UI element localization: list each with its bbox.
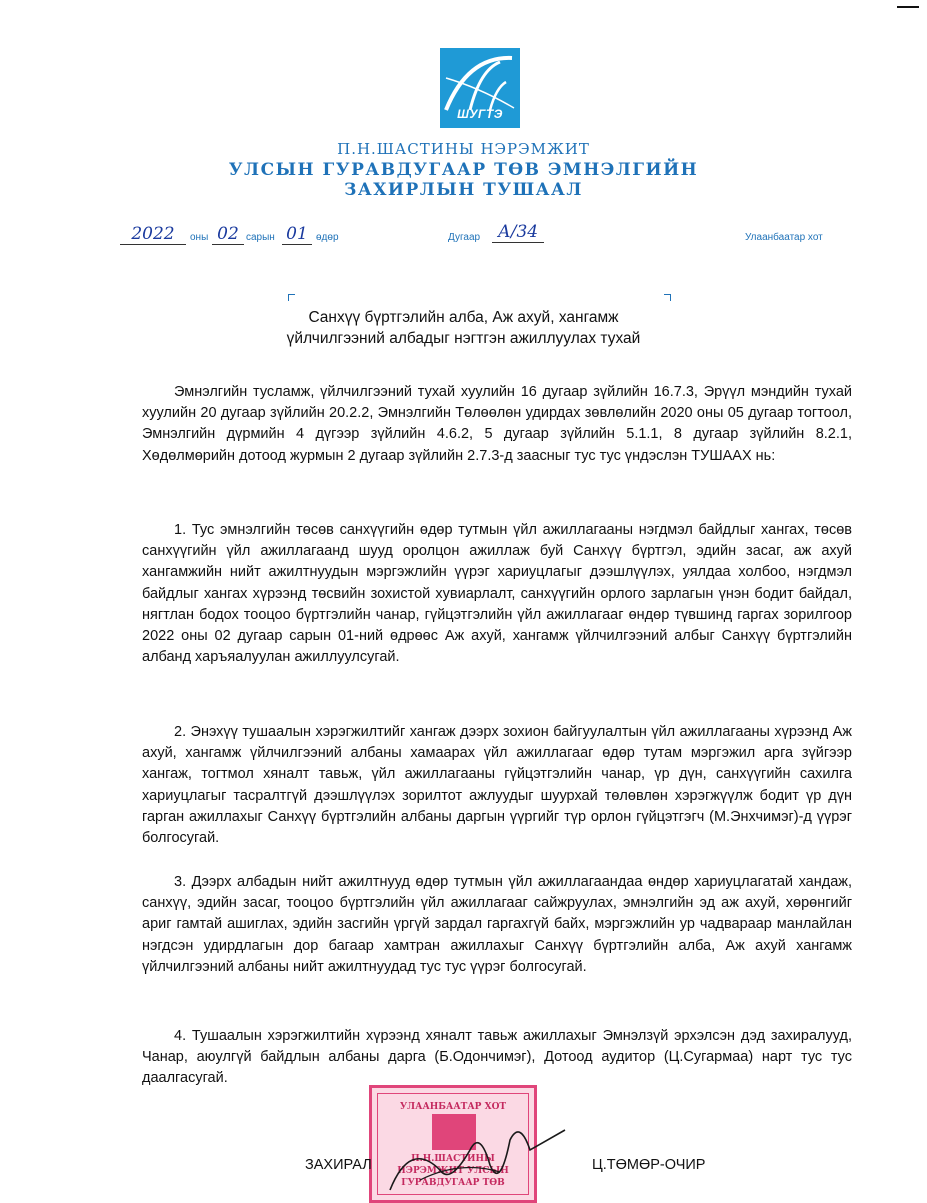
order-item-2: 2. Энэхүү тушаалын хэрэгжилтийг хангаж дээрх зохион байгуулалтын үйл ажиллагааны хүрээнд Аж ахуй, хангамж үйлчилгээний албаны хамаарах үйл ажиллагааг өдөр тутам мэргэжил арга зүйгээр хангаж, тогтмол хяналт тавьж, үйл ажиллагааны гүйцэтгэлийн чанар, үр дүн, санхүүгийн сахилга хариуцлагыг тасралтгүй дээшлүүлэх зорилтот ажлуудыг шуурхай төлөвлөн хэрэгжүүлж бодит үр дүн гарган ажиллахыг Санхүү бүртгэлийн албаны даргын үүргийг түр орлон гүйцэтгэгч (М.Энхчимэг)-д үүрэг болгосугай. [142,724,852,847]
hospital-logo [440,48,520,128]
date-month: 02 [212,224,244,245]
document-title-line1: Санхүү бүртгэлийн алба, Аж ахуй, хангамж [308,309,619,326]
date-day: 01 [282,224,312,245]
title-bracket-right [664,294,671,301]
order-number-label: Дугаар [448,232,481,243]
order-item-4: 4. Тушаалын хэрэгжилтийн хүрээнд хяналт тавьж ажиллахыг Эмнэлзүй эрхэлсэн дэд захиралууд, Чанар, аюулгүй байдлын албаны дарга (Б.Одончимэг), Дотоод аудитор (Ц.Сугармаа) нарт тус тус даалгасугай. [142,1028,852,1087]
date-month-label: сарын [246,232,275,243]
stamp-line3: ГУРАВДУГААР ТӨВ [401,1178,505,1188]
signatory-position: ЗАХИРАЛ [305,1157,372,1173]
header-organization: УЛСЫН ГУРАВДУГААР ТӨВ ЭМНЭЛГИЙН [228,160,699,180]
corner-scan-mark [897,6,919,8]
date-year: 2022 [120,224,186,245]
header-subtitle: П.Н.ШАСТИНЫ НЭРЭМЖИТ [337,140,590,158]
stamp-top-text: УЛААНБААТАР ХОТ [399,1102,507,1112]
title-bracket-left [288,294,295,301]
stamp-line1: П.Н.ШАСТИНЫ [411,1154,495,1164]
order-number: А/34 [492,222,544,243]
preamble-paragraph: Эмнэлгийн тусламж, үйлчилгээний тухай хуулийн 16 дугаар зүйлийн 16.7.3, Эрүүл мэндийн тухай хуулийн 20 дугаар зүйлийн 20.2.2, Эмнэлгийн Төлөөлөн удирдах зөвлөлийн 2020 оны 05 дугаар тогтоол, Эмнэлгийн дүрмийн 4 дүгээр зүйлийн 4.6.2, 5 дугаар зүйлийн 5.1.1, 8 дугаар зүйлийн 8.2.1, Хөдөлмөрийн дотоод журмын 2 дугаар зүйлийн 2.7.3-д заасныг тус тус үндэслэн ТУШААХ нь: [142,384,852,464]
document-title-line2: үйлчилгээний албадыг нэгтгэн ажиллуулах тухай [286,330,641,347]
stamp-line2: НЭРЭМЖИТ УЛСЫН [397,1166,509,1176]
city-label: Улаанбаатар хот [745,232,823,243]
signatory-name: Ц.ТӨМӨР-ОЧИР [592,1157,706,1173]
header-document-type: ЗАХИРЛЫН ТУШААЛ [344,180,583,200]
logo-text: ШУГТЭ [457,107,503,121]
handwritten-signature [380,1110,570,1200]
date-day-label: өдөр [316,232,339,243]
order-item-1: 1. Тус эмнэлгийн төсөв санхүүгийн өдөр тутмын үйл ажиллагааны нэгдмэл байдлыг хангах, төсөв санхүүгийн үйл ажиллагаанд шууд оролцон ажиллаж буй Санхүү бүртгэл, эдийн засаг, аж ахуй хангамжийн нийт ажилтнуудын мэргэжлийн үүрэг хариуцлагыг дээшлүүлэх, уялдаа холбоо, нэгдмэл байдлыг хангах хүрээнд төсвийн зохистой хувиарлалт, санхүүгийн орлого зарлагын үнэн бодит байдал, нягтлан бодох тооцоо бүртгэлийн чанар, гүйцэтгэлийн үйл ажиллагааг өндөр түвшинд гаргах зорилгоор 2022 оны 02 дугаар сарын 01-ний өдрөөс Аж ахуй, хангамж үйлчилгээний албыг Санхүү бүртгэлийн албанд харъяалуулан ажиллуулсугай. [142,522,852,666]
order-item-3: 3. Дээрх албадын нийт ажилтнууд өдөр тутмын үйл ажиллагаандаа өндөр хариуцлагатай хандаж, санхүү, эдийн засаг, тооцоо бүртгэлийн үйл ажиллагааг сайжруулах, эмнэлгийн эд аж ахуй, хөрөнгийг ариг гамтай ашиглах, эдийн засгийн үргүй зардал гаргахгүй байх, мэргэжлийн ур чадвараар манлайлан нэгдсэн удирдлагын дор багаар хамтран ажиллахыг Санхүү бүртгэлийн алба, Аж ахуй хангамж үйлчилгээний албаны нийт ажилтнуудад тус тус үүрэг болгосугай. [142,874,852,975]
date-year-label: оны [190,232,209,243]
